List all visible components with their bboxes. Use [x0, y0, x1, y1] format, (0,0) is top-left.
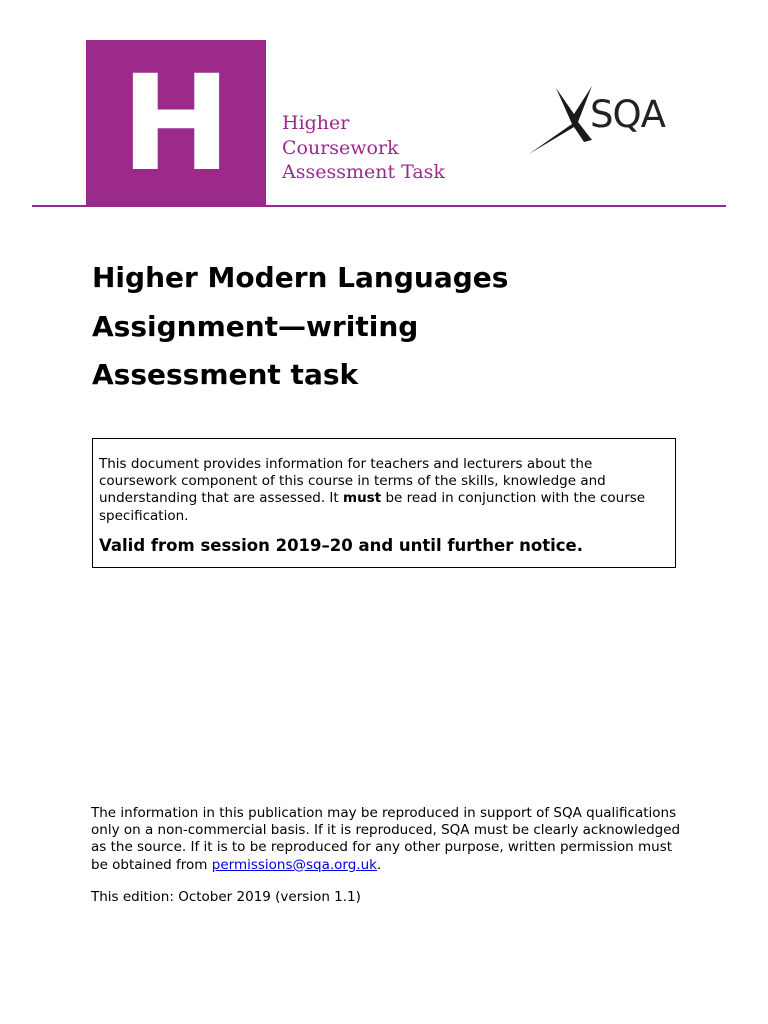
tagline-line: Higher: [282, 112, 350, 134]
sqa-logo-text: SQA: [590, 93, 665, 136]
info-emphasis: must: [343, 490, 382, 507]
info-text-start: This document provides information for teachers and lecturers about the coursework component of this course in terms of the skills, knowledge and understanding that are assessed. It: [99, 456, 606, 507]
title-line: Assessment task: [92, 358, 359, 391]
document-title: [92, 254, 508, 400]
tagline-line: Assessment Task: [282, 161, 445, 183]
reproduction-paragraph: [91, 805, 691, 874]
reproduction-text: The information in this publication may be reproduced in support of SQA qualifications only on a non-commercial basis. If it is reproduced, SQA must be clearly acknowledged as the source. If it is to be reproduced for any other purpose, written permission must be obtained from: [91, 805, 681, 873]
title-line: Assignment—writing: [92, 309, 419, 343]
info-text-end: be read in conjunction with the course specification.: [99, 490, 646, 524]
header-divider: [32, 205, 726, 207]
higher-level-badge: [86, 40, 266, 206]
copyright-notice: [91, 805, 691, 906]
title-line: Higher Modern Languages: [92, 261, 509, 294]
validity-notice: Valid from session 2019–20 and until further notice.: [99, 535, 583, 555]
info-box: [92, 438, 676, 568]
reproduction-text-end: .: [376, 856, 382, 873]
permissions-email-link[interactable]: permissions@sqa.org.uk: [211, 856, 377, 873]
info-paragraph: [99, 456, 669, 525]
edition-info: This edition: October 2019 (version 1.1): [91, 888, 361, 905]
coursework-tagline: [282, 111, 445, 185]
tagline-line: Coursework: [282, 136, 399, 159]
level-letter: H: [120, 47, 232, 201]
